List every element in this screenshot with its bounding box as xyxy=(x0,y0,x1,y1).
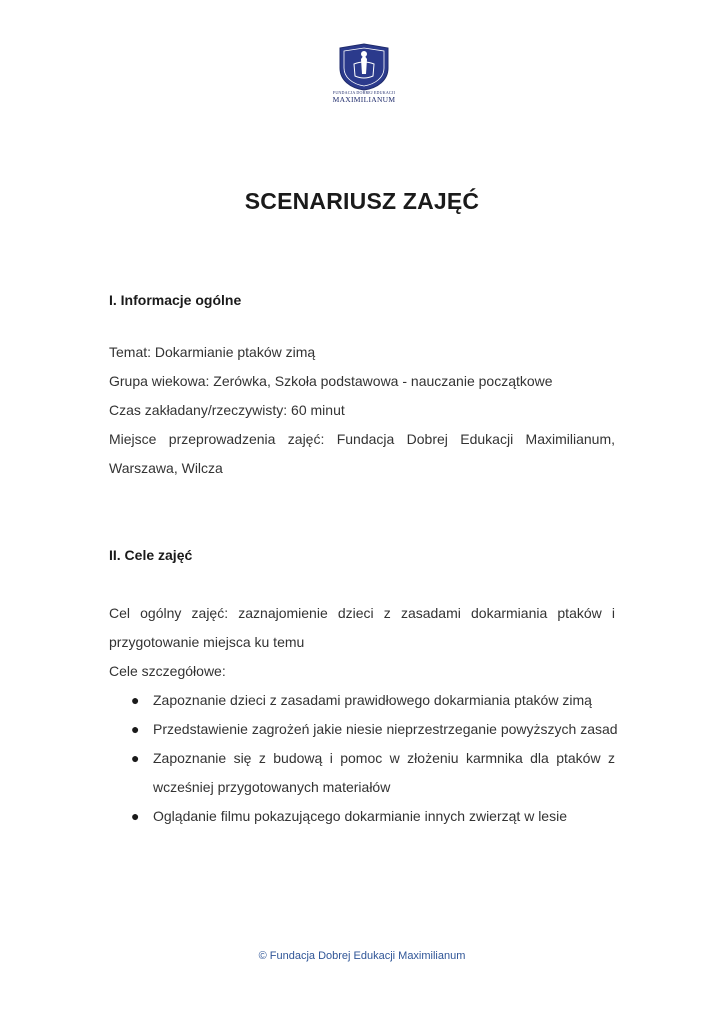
age-group-line: Grupa wiekowa: Zerówka, Szkoła podstawowa - nauczanie początkowe xyxy=(109,373,553,389)
footer-copyright: © Fundacja Dobrej Edukacji Maximilianum xyxy=(258,950,466,962)
duration-line: Czas zakładany/rzeczywisty: 60 minut xyxy=(109,402,345,418)
document-title: SCENARIUSZ ZAJĘĆ xyxy=(244,188,480,214)
topic-line: Temat: Dokarmianie ptaków zimą xyxy=(109,344,316,360)
list-item: Oglądanie filmu pokazującego dokarmianie innych zwierząt w lesie xyxy=(153,808,567,824)
list-item: Przedstawienie zagrożeń jakie niesie nieprzestrzeganie powyższych zasad xyxy=(153,721,618,737)
general-goal-line-continued: przygotowanie miejsca ku temu xyxy=(109,634,305,650)
section-heading-general-info: I. Informacje ogólne xyxy=(109,292,242,308)
list-item: Zapoznanie się z budową i pomoc w złożeniu karmnika dla ptaków z xyxy=(153,750,615,766)
location-line-continued: Warszawa, Wilcza xyxy=(109,460,223,476)
logo-name: MAXIMILIANUM xyxy=(332,95,396,104)
location-line: Miejsce przeprowadzenia zajęć: Fundacja Dobrej Edukacji Maximilianum, xyxy=(109,431,615,447)
bullet-icon: ● xyxy=(131,721,140,737)
bullet-icon: ● xyxy=(131,750,140,766)
list-item: Zapoznanie dzieci z zasadami prawidłowego dokarmiania ptaków zimą xyxy=(153,692,592,708)
bullet-icon: ● xyxy=(131,808,140,824)
list-item-continued: wcześniej przygotowanych materiałów xyxy=(153,779,391,795)
logo-subtitle: FUNDACJA DOBREJ EDUKACJI xyxy=(332,90,396,95)
section-heading-goals: II. Cele zajęć xyxy=(109,547,193,563)
bullet-icon: ● xyxy=(131,692,140,708)
specific-goals-label: Cele szczegółowe: xyxy=(109,663,226,679)
general-goal-line: Cel ogólny zajęć: zaznajomienie dzieci z zasadami dokarmiania ptaków i xyxy=(109,605,615,621)
